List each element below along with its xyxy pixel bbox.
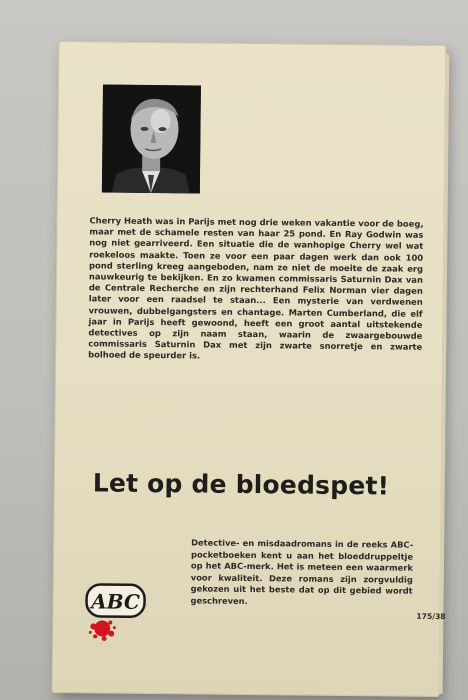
price-code: 175/38 [416,611,446,622]
abc-logo [84,580,149,645]
blurb-author-text: Marten Cumberland, die elf jaar in Parijs heeft gewoond, heeft een groot aantal uitstekende detectives op zijn naam staan, waarin de zwaargebouwde commissaris Saturnin Dax met zijn zwarte snorretje en zwarte bolhoed de speurder is. [88,307,423,361]
abc-blood-drop-logo [84,580,149,645]
back-cover-blurb [88,215,424,364]
author-portrait-image [102,84,201,193]
abc-logo-text: ABC [91,589,141,614]
book-back-cover [53,42,446,696]
headline: Let op de bloedspet! [92,468,390,501]
book-page-edge [439,54,450,694]
abc-series-text: Detective- en misdaadromans in de reeks ABC-pocketboeken kent u aan het bloeddruppeltje op het ABC-merk. Het is meteen een waarmerk voor kwaliteit. Deze romans zijn zorgvuldig gekozen uit het beste dat op dit gebied wordt geschreven. [190,537,414,606]
blurb-story-text: Cherry Heath was in Parijs met nog drie weken vakantie voor de boeg, maar met de schamele resten van haar 25 pond. En Ray Godwin was nog niet gearriveerd. Een situatie die de wanhopige Cherry wel wat roekeloos maakte. Toen ze voor een paar dagen werk dan ook 100 pond sterling kreeg aangeboden, nam ze niet de moeite de zaak erg nauwkeurig te bekijken. En zo kwamen commissaris Saturnin Dax van de Centrale Recherche en zijn rechterhand Felix Norman vier dagen later voor een raadsel te staan... Een mysterie van verdwenen vrouwen, dubbelgangsters en chantage. [88,215,424,317]
blood-splat-icon [89,620,116,641]
author-photo [102,84,201,193]
